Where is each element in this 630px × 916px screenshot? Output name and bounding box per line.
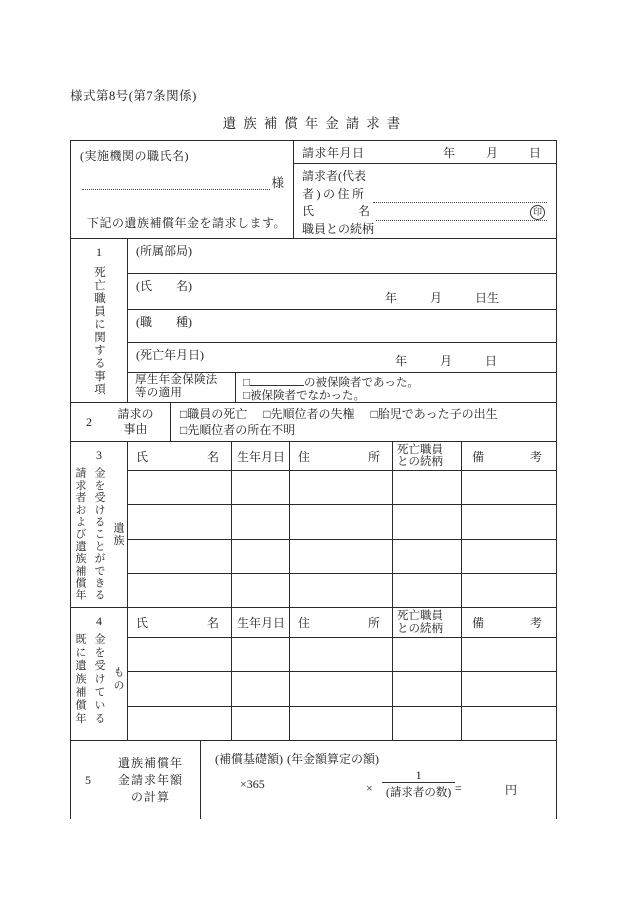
header-address-cell: [290, 442, 393, 470]
header-name-cell: [128, 442, 232, 470]
section-5-annual-amount-calc: [71, 741, 556, 819]
insured-option[interactable]: [243, 374, 556, 391]
insured-checkbox-icon[interactable]: □: [243, 376, 250, 389]
yen-label: 円: [505, 783, 518, 797]
header-note-right: 考: [529, 616, 542, 630]
pension-law-label: [128, 373, 236, 402]
table-row: [128, 574, 556, 607]
table-cell-empty[interactable]: [462, 672, 556, 705]
section-3-eligible-survivors: [71, 442, 556, 608]
header-name-left: 氏: [136, 449, 149, 464]
claimant-info-block: [294, 164, 556, 238]
claimant-address-line: [302, 186, 547, 204]
claimant-label-line1: 請求者(代表: [302, 169, 366, 183]
section-2-number: 2: [86, 414, 92, 429]
section-4-table: [128, 608, 556, 740]
honorific-label: 様: [271, 176, 284, 190]
agency-label: (実施機関の職氏名): [80, 149, 189, 163]
claim-reason-label-line1: 請求の: [117, 406, 154, 421]
header-relation-line1: 死亡職員: [397, 610, 443, 622]
table-cell-empty[interactable]: [393, 672, 462, 705]
section-3-side-label: [71, 442, 128, 607]
table-row: [128, 540, 556, 574]
table-row: [128, 471, 556, 505]
header-note-left: 備: [472, 449, 485, 464]
birth-month-label: 月: [430, 291, 443, 306]
occupation-row[interactable]: [128, 310, 556, 343]
form-number: 様式第8号(第7条関係): [70, 89, 197, 103]
section-3-vertical-col1: 請求者および遺族補償年: [74, 467, 86, 602]
header-relation-cell: [393, 608, 462, 637]
section-1-deceased-employee: [71, 239, 556, 403]
table-cell-empty[interactable]: [128, 672, 232, 705]
section-5-side-label: [71, 741, 201, 819]
year-label: 年: [442, 145, 455, 160]
equals-sign: =: [455, 781, 462, 795]
table-cell-empty[interactable]: [232, 540, 290, 573]
claimant-address-input-line[interactable]: [373, 191, 548, 203]
table-cell-empty[interactable]: [290, 505, 393, 538]
agency-cell: [71, 141, 294, 238]
table-cell-empty[interactable]: [232, 638, 290, 671]
header-relation-line2: との続柄: [397, 622, 443, 635]
table-cell-empty[interactable]: [462, 471, 556, 504]
seal-stamp-icon: 印: [530, 205, 545, 220]
section-3-vertical-col2: 金を受けることができる: [93, 467, 105, 602]
table-cell-empty[interactable]: [232, 707, 290, 740]
table-cell-empty[interactable]: [462, 638, 556, 671]
header-name-left: 氏: [136, 616, 149, 630]
section-1-number: 1: [96, 245, 102, 259]
table-cell-empty[interactable]: [128, 638, 232, 671]
header-note-left: 備: [472, 616, 485, 630]
option-loss-of-precedence[interactable]: □先順位者の失権: [263, 406, 355, 421]
table-cell-empty[interactable]: [462, 540, 556, 573]
header-row: [71, 141, 556, 239]
multiply-sign: ×: [366, 781, 373, 795]
deceased-name-label: (氏 名): [136, 278, 192, 293]
table-row: [128, 638, 556, 672]
table-cell-empty[interactable]: [232, 471, 290, 504]
death-year-label: 年: [395, 353, 408, 368]
header-address-left: 住: [298, 616, 311, 630]
table-cell-empty[interactable]: [232, 505, 290, 538]
claim-reason-options: [171, 403, 556, 441]
table-cell-empty[interactable]: [290, 707, 393, 740]
month-label: 月: [485, 145, 498, 160]
header-note-right: 考: [529, 449, 542, 464]
table-cell-empty[interactable]: [393, 707, 462, 740]
deceased-name-row[interactable]: [128, 274, 556, 311]
section-1-side-label: [71, 239, 128, 402]
claimant-label-line2: 者)の住所: [302, 186, 367, 201]
table-cell-empty[interactable]: [462, 707, 556, 740]
table-cell-empty[interactable]: [290, 638, 393, 671]
table-cell-empty[interactable]: [393, 471, 462, 504]
table-cell-empty[interactable]: [232, 574, 290, 607]
claimant-name-input-line[interactable]: [376, 209, 547, 221]
request-date-units: [443, 144, 541, 161]
pension-law-row: [128, 373, 556, 402]
header-relation-cell: [393, 442, 462, 470]
claimant-name-line: [302, 203, 547, 221]
section-3-number: 3: [96, 448, 102, 462]
death-date-row[interactable]: [128, 343, 556, 373]
header-name-right: 名: [206, 449, 219, 464]
claimant-cell: [294, 141, 556, 238]
header-birthdate-cell: [232, 442, 290, 470]
option-whereabouts-unknown[interactable]: □先順位者の所在不明: [180, 423, 296, 437]
table-cell-empty[interactable]: [128, 707, 232, 740]
header-address-right: 所: [367, 449, 380, 464]
option-birth-of-unborn-child[interactable]: □胎児であった子の出生: [370, 406, 498, 421]
table-row: [128, 505, 556, 539]
section-4-vertical-col2: 金を受けている: [93, 633, 105, 726]
times-365-label: ×365: [240, 777, 265, 791]
insured-option-text: の被保険者であった。: [303, 376, 419, 389]
calc-label-line3: の計算: [130, 789, 170, 804]
table-row: [128, 672, 556, 706]
table-cell-empty[interactable]: [393, 540, 462, 573]
death-day-label: 日: [485, 353, 498, 368]
claimant-name-label: [302, 203, 370, 221]
death-date-units: [395, 352, 497, 369]
section-3-vertical-col3: 遺族: [112, 521, 124, 547]
section-4-vertical-label: [71, 633, 127, 725]
birth-date-units: [385, 289, 499, 306]
table-row: [128, 707, 556, 740]
section-4-table-header: [128, 608, 556, 638]
table-cell-empty[interactable]: [462, 574, 556, 607]
pension-law-options: [236, 373, 556, 402]
calc-label-line2: 金請求年額: [117, 772, 183, 787]
pension-law-label-line2: 等の適用: [135, 387, 183, 400]
section-3-table: [128, 442, 556, 607]
table-cell-empty[interactable]: [393, 505, 462, 538]
claim-reason-label: [107, 407, 170, 438]
section-5-number: 5: [85, 772, 91, 787]
claim-reason-label-line2: 事由: [123, 422, 148, 436]
agency-name-line: [80, 177, 284, 190]
claimant-relation-label: 職員との続柄: [302, 221, 375, 236]
header-name-cell: [128, 608, 232, 637]
annual-amount-label: (年金額算定の額): [287, 752, 379, 766]
header-address-right: 所: [367, 616, 380, 630]
table-cell-empty[interactable]: [290, 672, 393, 705]
table-cell-empty[interactable]: [290, 540, 393, 573]
section-4-number: 4: [96, 614, 102, 628]
day-label: 日: [528, 145, 541, 160]
header-relation-line1: 死亡職員: [397, 443, 443, 456]
calc-label-line1: 遺族補償年: [117, 755, 183, 770]
section-4-side-label: [71, 608, 128, 740]
section-1-content: [128, 239, 556, 402]
header-relation-line2: との続柄: [397, 456, 443, 468]
section-3-table-header: [128, 442, 556, 471]
header-address-left: 住: [298, 449, 311, 464]
table-cell-empty[interactable]: [290, 471, 393, 504]
table-cell-empty[interactable]: [290, 574, 393, 607]
declaration-text: 下記の遺族補償年金を請求します。: [87, 216, 287, 230]
occupation-label: (職 種): [136, 315, 192, 330]
header-note-cell: [462, 442, 556, 470]
header-name-right: 名: [206, 616, 219, 630]
agency-name-input-line[interactable]: [82, 177, 270, 190]
section-2-claim-reason: [71, 403, 556, 442]
table-cell-empty[interactable]: [128, 574, 232, 607]
claim-reason-options-line2: [180, 422, 548, 439]
section-1-vertical-label: 死亡職員に関する事項: [93, 266, 105, 396]
claimant-count-fraction: [382, 768, 455, 800]
fraction-denominator: (請求者の数): [382, 782, 455, 800]
section-4-vertical-col1: 既に遺族補償年: [74, 633, 86, 726]
department-row[interactable]: [128, 239, 556, 274]
request-date-label: 請求年月日: [302, 145, 365, 160]
table-cell-empty[interactable]: [128, 471, 232, 504]
calc-label: [105, 755, 200, 806]
death-date-label: (死亡年月日): [136, 348, 204, 363]
table-cell-empty[interactable]: [128, 540, 232, 573]
claim-reason-options-line1: [180, 406, 548, 423]
base-amount-label: (補償基礎額): [215, 752, 283, 766]
table-cell-empty[interactable]: [462, 505, 556, 538]
section-3-vertical-label: [71, 467, 127, 601]
header-address-cell: [290, 608, 393, 637]
calc-formula-area[interactable]: [201, 741, 556, 819]
section-4-vertical-col3: もの: [112, 666, 124, 693]
header-birthdate-label: 生年月日: [237, 616, 286, 630]
department-label: (所属部局): [136, 244, 192, 258]
claim-form-table: [70, 140, 557, 819]
death-month-label: 月: [440, 353, 453, 368]
fraction-numerator: 1: [415, 768, 422, 782]
table-cell-empty[interactable]: [128, 505, 232, 538]
table-cell-empty[interactable]: [232, 672, 290, 705]
header-note-cell: [462, 608, 556, 637]
request-date-row: [294, 141, 556, 164]
section-2-side-label: [71, 403, 171, 441]
pension-law-label-line1: 厚生年金保険法: [135, 373, 218, 386]
table-cell-empty[interactable]: [393, 574, 462, 607]
name-label-first: 氏: [302, 204, 315, 218]
form-title: 遺族補償年金請求書: [222, 116, 408, 131]
birth-year-label: 年: [385, 291, 398, 306]
not-insured-option[interactable]: □被保険者でなかった。: [243, 390, 365, 403]
insurer-name-blank[interactable]: [250, 374, 304, 386]
table-cell-empty[interactable]: [393, 638, 462, 671]
name-label-second: 名: [357, 204, 370, 218]
header-birthdate-cell: [232, 608, 290, 637]
option-employee-death[interactable]: □職員の死亡: [180, 406, 248, 421]
header-birthdate-label: 生年月日: [237, 449, 286, 464]
section-4-current-recipients: [71, 608, 556, 741]
birth-day-label: 日生: [475, 291, 500, 306]
